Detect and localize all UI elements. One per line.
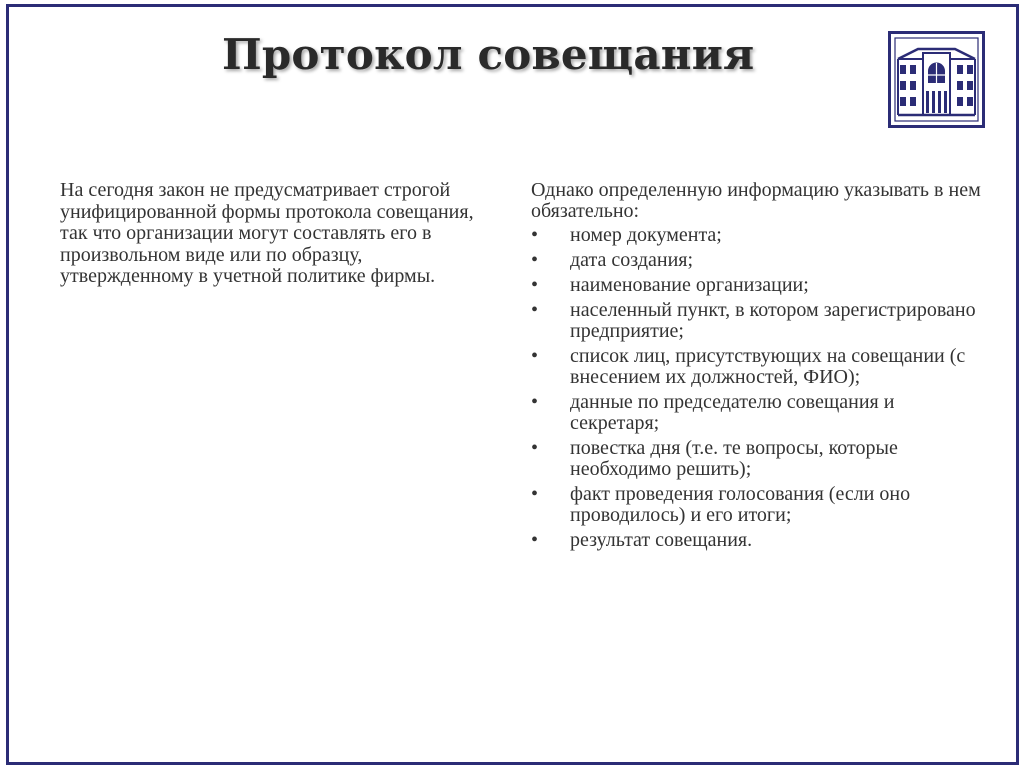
bullet-icon: • xyxy=(531,391,539,413)
list-item-text: повестка дня (т.е. те вопросы, которые необходимо решить); xyxy=(570,437,898,480)
bullet-icon: • xyxy=(531,299,539,321)
list-item xyxy=(531,300,981,342)
list-item xyxy=(531,346,981,388)
slide-title: Протокол совещания xyxy=(222,30,755,79)
list-item-text: дата создания; xyxy=(570,249,694,271)
right-column xyxy=(531,180,981,555)
list-item-text: результат совещания. xyxy=(570,529,753,551)
list-item xyxy=(531,438,981,480)
list-item-text: номер документа; xyxy=(570,224,722,246)
bullet-icon: • xyxy=(531,249,539,271)
bullet-icon: • xyxy=(531,274,539,296)
bullet-icon: • xyxy=(531,529,539,551)
list-item xyxy=(531,392,981,434)
list-item-text: наименование организации; xyxy=(570,274,809,296)
list-item xyxy=(531,275,981,296)
bullet-icon: • xyxy=(531,437,539,459)
building-emblem-icon xyxy=(888,31,985,128)
bullet-icon: • xyxy=(531,483,539,505)
list-item-text: факт проведения голосования (если оно проводилось) и его итоги; xyxy=(570,483,911,526)
list-item-text: населенный пункт, в котором зарегистрировано предприятие; xyxy=(570,299,976,342)
list-item-text: данные по председателю совещания и секретаря; xyxy=(570,391,895,434)
list-item xyxy=(531,530,981,551)
requirements-list xyxy=(531,225,981,551)
list-item xyxy=(531,484,981,526)
list-item xyxy=(531,250,981,271)
list-item-text: список лиц, присутствующих на совещании (с внесением их должностей, ФИО); xyxy=(570,345,966,388)
bullet-icon: • xyxy=(531,345,539,367)
left-paragraph: На сегодня закон не предусматривает строгой унифицированной формы протокола совещания, так что организации могут составлять его в произвольном виде или по образцу, утвержденному в учетной политике фирмы. xyxy=(60,179,474,287)
list-item xyxy=(531,225,981,246)
right-intro: Однако определенную информацию указывать в нем обязательно: xyxy=(531,179,981,222)
bullet-icon: • xyxy=(531,224,539,246)
